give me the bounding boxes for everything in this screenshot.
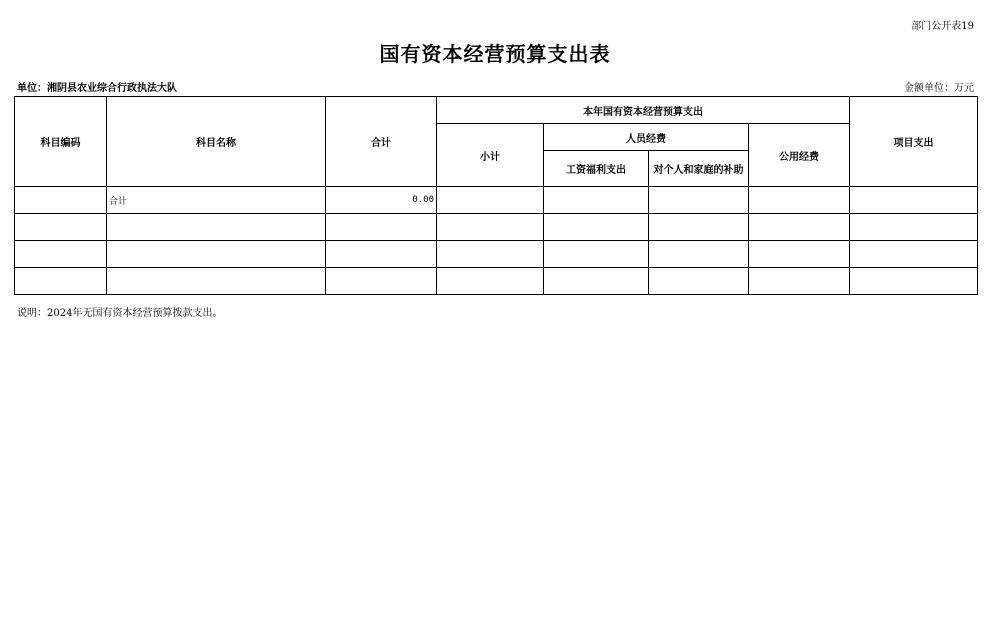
- cell-subtotal: [437, 241, 544, 268]
- table-row: [15, 241, 978, 268]
- header-total: 合计: [326, 97, 437, 187]
- cell-total: [326, 268, 437, 295]
- cell-subtotal: [437, 214, 544, 241]
- footnote: 说明：2024年无国有资本经营预算拨款支出。: [17, 308, 223, 319]
- table-row: [15, 268, 978, 295]
- unit-label: 单位：湘阴县农业综合行政执法大队: [17, 83, 177, 94]
- cell-name: [107, 268, 326, 295]
- header-personnel: 人员经费: [544, 124, 749, 151]
- cell-wages: [544, 214, 649, 241]
- header-code: 科目编码: [15, 97, 107, 187]
- cell-name: [107, 214, 326, 241]
- table-row: [15, 214, 978, 241]
- cell-subsidy: [649, 214, 749, 241]
- cell-code: [15, 268, 107, 295]
- cell-subtotal: [437, 268, 544, 295]
- header-name: 科目名称: [107, 97, 326, 187]
- cell-project: [850, 268, 978, 295]
- header-household-subsidy: 对个人和家庭的补助: [649, 151, 749, 187]
- cell-public: [749, 268, 850, 295]
- cell-code: [15, 214, 107, 241]
- cell-name: [107, 241, 326, 268]
- cell-subtotal: [437, 187, 544, 214]
- header-subtotal: 小计: [437, 124, 544, 187]
- cell-public: [749, 241, 850, 268]
- cell-total: [326, 241, 437, 268]
- cell-subsidy: [649, 241, 749, 268]
- header-project-expense: 项目支出: [850, 97, 978, 187]
- header-current-year: 本年国有资本经营预算支出: [437, 97, 850, 124]
- cell-wages: [544, 187, 649, 214]
- budget-table: [14, 96, 978, 295]
- cell-total: 0.00: [326, 187, 437, 214]
- page-title: 国有资本经营预算支出表: [379, 42, 611, 66]
- cell-code: [15, 187, 107, 214]
- amount-unit: 金额单位：万元: [904, 83, 974, 94]
- header-wages-welfare: 工资福利支出: [544, 151, 649, 187]
- cell-subsidy: [649, 187, 749, 214]
- cell-project: [850, 241, 978, 268]
- cell-wages: [544, 241, 649, 268]
- cell-name: 合计: [107, 187, 326, 214]
- cell-project: [850, 187, 978, 214]
- cell-subsidy: [649, 268, 749, 295]
- cell-public: [749, 187, 850, 214]
- cell-total: [326, 214, 437, 241]
- table-row: [15, 187, 978, 214]
- form-number: 部门公开表19: [911, 21, 974, 32]
- cell-wages: [544, 268, 649, 295]
- cell-public: [749, 214, 850, 241]
- cell-code: [15, 241, 107, 268]
- cell-project: [850, 214, 978, 241]
- header-public-expense: 公用经费: [749, 124, 850, 187]
